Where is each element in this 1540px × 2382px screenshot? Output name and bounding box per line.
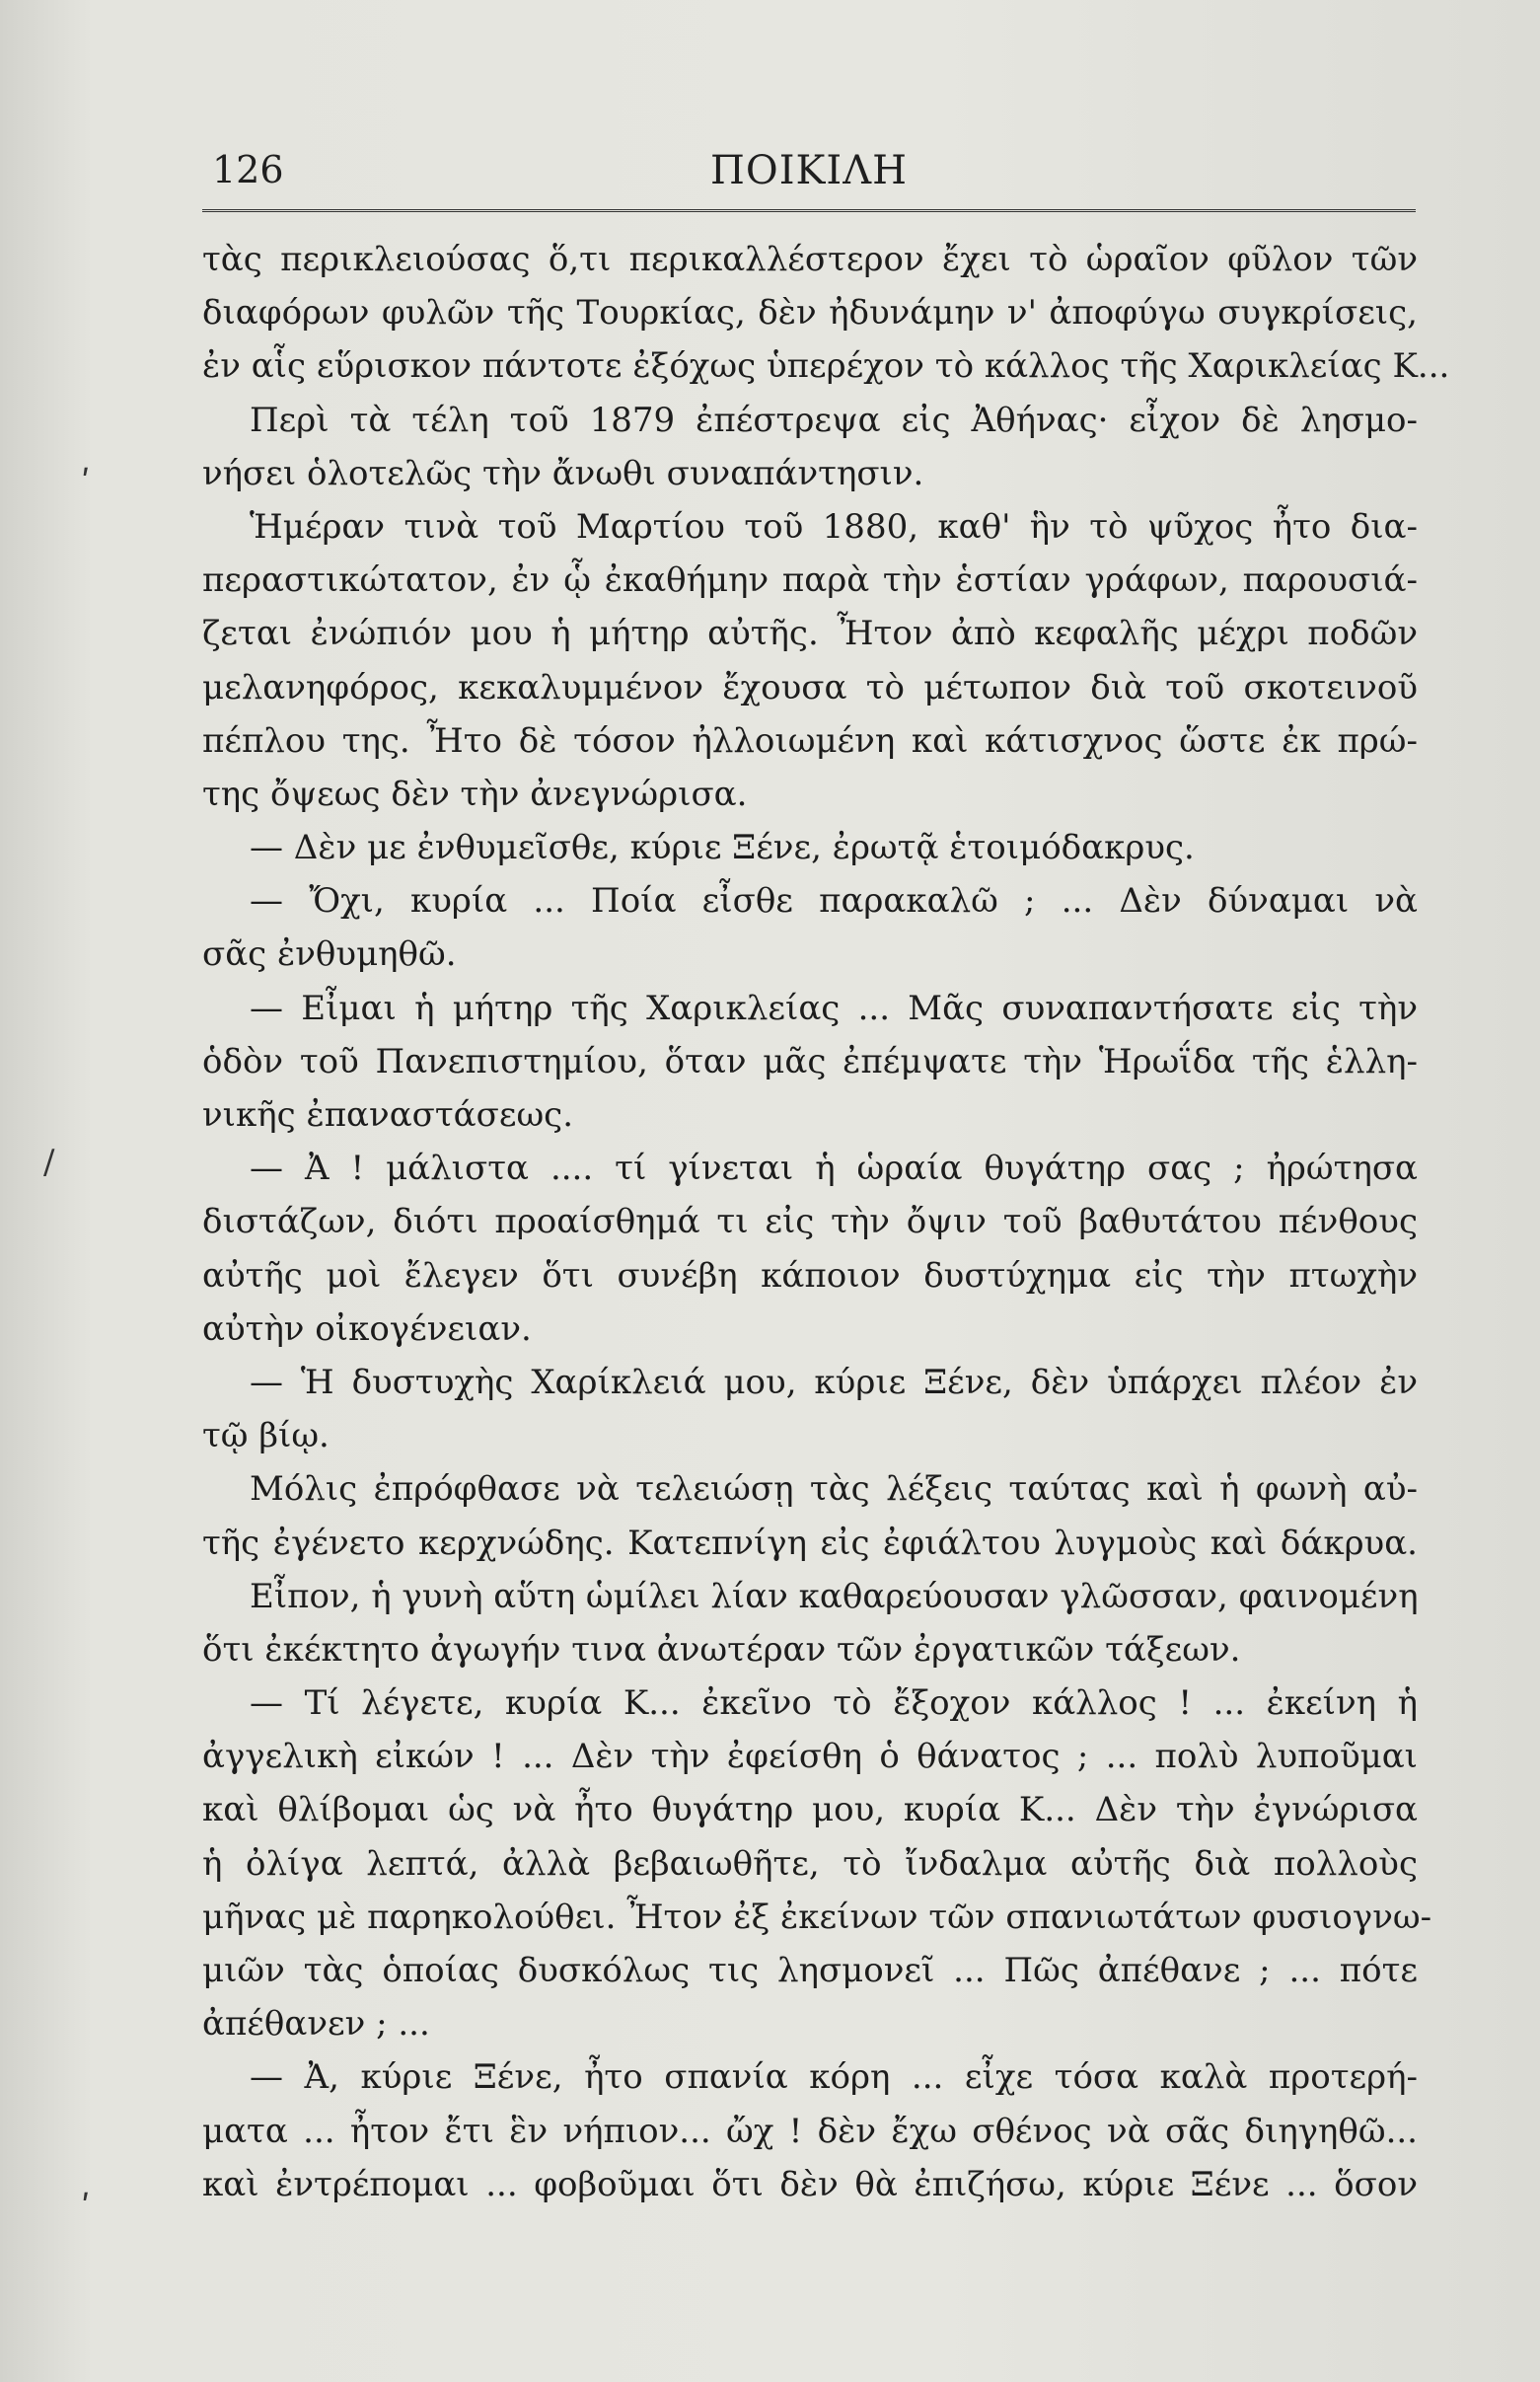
page-number: 126 xyxy=(212,148,284,191)
text-line: — Εἶμαι ἡ μήτηρ τῆς Χαρικλείας ... Μᾶς συναπαντήσατε εἰς τὴν xyxy=(250,988,1418,1028)
text-line: — Ὄχι, κυρία ... Ποία εἶσθε παρακαλῶ ; ... Δὲν δύναμαι νὰ xyxy=(250,881,1418,922)
body-text xyxy=(202,233,1450,2211)
text-line: Ἡμέραν τινὰ τοῦ Μαρτίου τοῦ 1880, καθ' ἣν τὸ ψῦχος ἦτο δια- xyxy=(250,506,1418,547)
text-line: ὁδὸν τοῦ Πανεπιστημίου, ὅταν μᾶς ἐπέμψατε τὴν Ἡρωΐδα τῆς ἑλλη- xyxy=(202,1041,1418,1081)
text-line: — Δὲν με ἐνθυμεῖσθε, κύριε Ξένε, ἐρωτᾷ ἑτοιμόδακρυς. xyxy=(250,828,1195,868)
text-line: νήσει ὁλοτελῶς τὴν ἄνωθι συναπάντησιν. xyxy=(202,453,924,493)
text-line: τὰς περικλειούσας ὅ,τι περικαλλέστερον ἔχει τὸ ὡραῖον φῦλον τῶν xyxy=(202,240,1418,279)
text-line: τῆς ἐγένετο κερχνώδης. Κατεπνίγη εἰς ἐφιάλτου λυγμοὺς καὶ δάκρυα. xyxy=(202,1523,1418,1563)
text-line: μῆνας μὲ παρηκολούθει. Ἦτον ἐξ ἐκείνων τῶν σπανιωτάτων φυσιογνω- xyxy=(202,1897,1432,1937)
text-line: ἀπέθανεν ; ... xyxy=(202,2004,430,2045)
margin-mark: ʹ xyxy=(81,2189,91,2228)
text-line: της ὄψεως δὲν τὴν ἀνεγνώρισα. xyxy=(202,774,748,814)
text-line: αὐτῆς μοὶ ἔλεγεν ὅτι συνέβη κάποιον δυστύχημα εἰς τὴν πτωχὴν xyxy=(202,1255,1418,1296)
text-line: ἀγγελικὴ εἰκών ! ... Δὲν τὴν ἐφείσθη ὁ θάνατος ; ... πολὺ λυποῦμαι xyxy=(202,1737,1418,1777)
text-line: Μόλις ἐπρόφθασε νὰ τελειώσῃ τὰς λέξεις ταύτας καὶ ἡ φωνὴ αὐ- xyxy=(250,1469,1418,1510)
header-rule xyxy=(202,209,1416,212)
text-line: νικῆς ἐπαναστάσεως. xyxy=(202,1095,574,1135)
text-line: ἡ ὀλίγα λεπτά, ἀλλὰ βεβαιωθῆτε, τὸ ἴνδαλμα αὐτῆς διὰ πολλοὺς xyxy=(202,1843,1418,1884)
text-line: — Ἀ ! μάλιστα .... τί γίνεται ἡ ὡραία θυγάτηρ σας ; ἠρώτησα xyxy=(250,1149,1418,1189)
text-line: Εἶπον, ἡ γυνὴ αὕτη ὡμίλει λίαν καθαρεύουσαν γλῶσσαν, φαινομένη xyxy=(250,1576,1419,1616)
text-line: σᾶς ἐνθυμηθῶ. xyxy=(202,934,457,975)
text-line: μελανηφόρος, κεκαλυμμένον ἔχουσα τὸ μέτωπον διὰ τοῦ σκοτεινοῦ xyxy=(202,667,1418,707)
text-line: — Ἀ, κύριε Ξένε, ἦτο σπανία κόρη ... εἶχε τόσα καλὰ προτερή- xyxy=(250,2057,1418,2098)
text-line: τῷ βίῳ. xyxy=(202,1416,330,1456)
text-line: ματα ... ἦτον ἔτι ἓν νήπιον... ὤχ ! δὲν ἔχω σθένος νὰ σᾶς διηγηθῶ... xyxy=(202,2111,1418,2151)
text-line: καὶ θλίβομαι ὡς νὰ ἦτο θυγάτηρ μου, κυρία Κ... Δὲν τὴν ἐγνώρισα xyxy=(202,1790,1418,1830)
text-line: περαστικώτατον, ἐν ᾧ ἐκαθήμην παρὰ τὴν ἑστίαν γράφων, παρουσιά- xyxy=(202,560,1418,601)
page-header xyxy=(202,148,1416,207)
text-line: ἐν αἷς εὕρισκον πάντοτε ἐξόχως ὑπερέχον τὸ κάλλος τῆς Χαρικλείας Κ... xyxy=(202,346,1450,387)
text-line: — Τί λέγετε, κυρία Κ... ἐκεῖνο τὸ ἔξοχον κάλλος ! ... ἐκείνη ἡ xyxy=(250,1683,1418,1724)
text-line: καὶ ἐντρέπομαι ... φοβοῦμαι ὅτι δὲν θὰ ἐπιζήσω, κύριε Ξένε ... ὅσον xyxy=(202,2164,1418,2204)
margin-mark: / xyxy=(43,1143,55,1182)
text-line: διστάζων, διότι προαίσθημά τι εἰς τὴν ὄψιν τοῦ βαθυτάτου πένθους xyxy=(202,1202,1418,1242)
text-line: διαφόρων φυλῶν τῆς Τουρκίας, δὲν ἠδυνάμην ν' ἀποφύγω συγκρίσεις, xyxy=(202,293,1418,334)
running-title: ΠΟΙΚΙΛΗ xyxy=(710,148,908,193)
text-line: μιῶν τὰς ὁποίας δυσκόλως τις λησμονεῖ ... Πῶς ἀπέθανε ; ... πότε xyxy=(202,1951,1418,1990)
text-line: αὐτὴν οἰκογένειαν. xyxy=(202,1308,532,1349)
text-line: Περὶ τὰ τέλη τοῦ 1879 ἐπέστρεψα εἰς Ἀθήνας· εἶχον δὲ λησμο- xyxy=(250,400,1418,440)
margin-mark: ʹ xyxy=(81,464,91,503)
text-line: ὅτι ἐκέκτητο ἀγωγήν τινα ἀνωτέραν τῶν ἐργατικῶν τάξεων. xyxy=(202,1629,1241,1670)
text-line: ζεται ἐνώπιόν μου ἡ μήτηρ αὐτῆς. Ἦτον ἀπὸ κεφαλῆς μέχρι ποδῶν xyxy=(202,614,1418,654)
text-line: — Ἡ δυστυχὴς Χαρίκλειά μου, κύριε Ξένε, δὲν ὑπάρχει πλέον ἐν xyxy=(250,1362,1418,1402)
text-line: πέπλου της. Ἦτο δὲ τόσον ἠλλοιωμένη καὶ κάτισχνος ὥστε ἐκ πρώ- xyxy=(202,720,1418,761)
